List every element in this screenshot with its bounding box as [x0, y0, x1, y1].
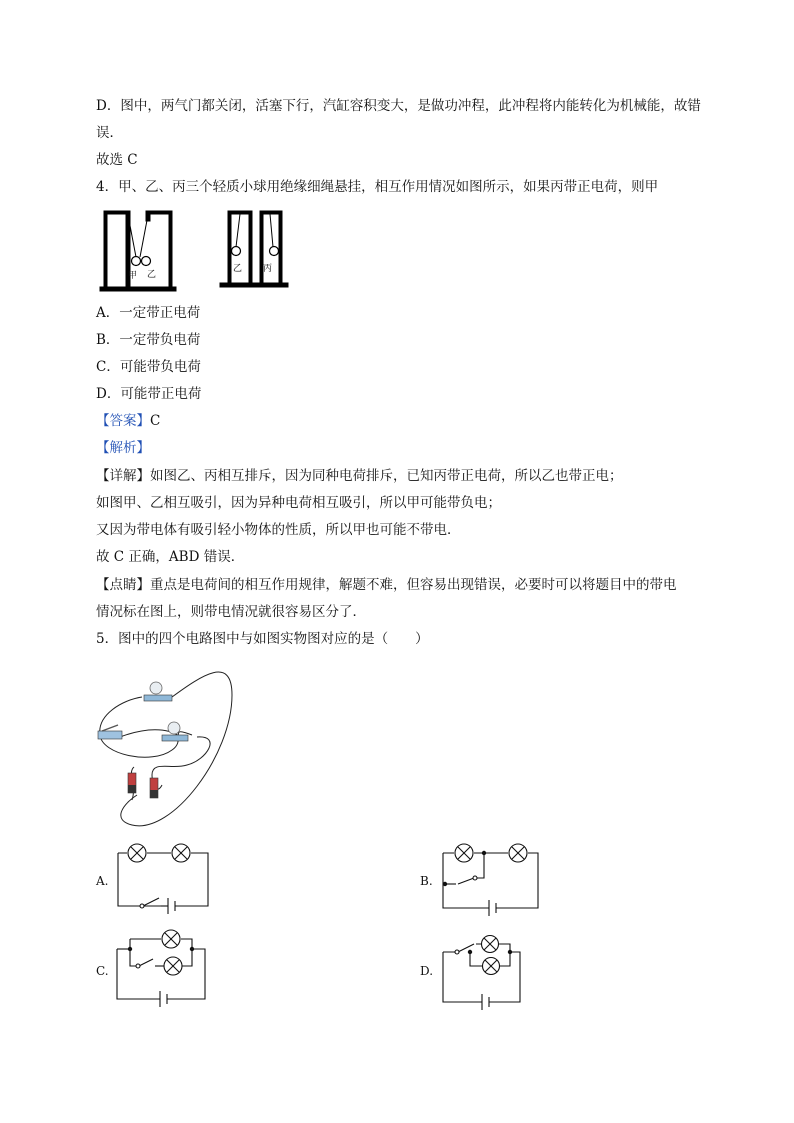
- physical-circuit-figure: [92, 655, 242, 835]
- comment-line-1: [96, 575, 677, 595]
- answer-tag: 【答案】: [96, 413, 150, 429]
- bulb-icon: [128, 844, 146, 862]
- circuit-d: [440, 928, 524, 1012]
- q5-option-b-label: B.: [420, 874, 433, 888]
- q4-option-b: B．一定带负电荷: [96, 332, 201, 348]
- label-bing: 丙: [263, 264, 273, 274]
- comment-text-1: 重点是电荷间的相互作用规律，解题不难，但容易出现错误，必要时可以将题目中的带电: [150, 577, 677, 593]
- detail-line-2: 如图甲、乙相互吸引，因为异种电荷相互吸引，所以甲可能带负电；: [96, 495, 501, 511]
- circuit-a: [115, 840, 211, 912]
- label-yi-left: 乙: [147, 270, 157, 280]
- detail-line-4: 故 C 正确，ABD 错误．: [96, 549, 245, 565]
- q3-option-d-line1: D．图中，两气门都关闭，活塞下行，汽缸容积变大，是做功冲程，此冲程将内能转化为机械能，故错: [96, 98, 701, 114]
- q4-option-c: C．可能带负电荷: [96, 359, 201, 375]
- q5-option-d-label: D.: [420, 964, 434, 978]
- q4-pendulum-figure: [100, 205, 300, 300]
- q4-option-d: D．可能带正电荷: [96, 386, 202, 402]
- q5-option-c-label: C.: [96, 964, 109, 978]
- detail-tag: 【详解】: [96, 468, 150, 484]
- detail-line-1: [96, 466, 623, 486]
- label-jia: 甲: [128, 271, 138, 281]
- bulb-icon: [172, 844, 190, 862]
- analysis-tag: 【解析】: [96, 440, 150, 456]
- label-yi-right: 乙: [233, 264, 243, 274]
- q4-stem: 4．甲、乙、丙三个轻质小球用绝缘细绳悬挂，相互作用情况如图所示，如果丙带正电荷，则甲: [96, 179, 659, 195]
- circuit-c: [115, 925, 210, 1017]
- comment-line-2: 情况标在图上，则带电情况就很容易区分了．: [96, 604, 366, 620]
- q3-select: 故选 C: [96, 152, 138, 168]
- answer-value: C: [150, 413, 161, 429]
- q5-option-a-label: A.: [96, 874, 109, 888]
- detail-text-1: 如图乙、丙相互排斥，因为同种电荷排斥，已知丙带正电荷，所以乙也带正电；: [150, 468, 623, 484]
- comment-tag: 【点睛】: [96, 577, 150, 593]
- q4-answer: [96, 411, 160, 431]
- q4-option-a: A．一定带正电荷: [96, 305, 201, 321]
- detail-line-3: 又因为带电体有吸引轻小物体的性质，所以甲也可能不带电．: [96, 522, 461, 538]
- circuit-b: [440, 840, 542, 918]
- q5-stem: 5．图中的四个电路图中与如图实物图对应的是（ ）: [96, 631, 429, 647]
- q3-option-d-line2: 误．: [96, 125, 123, 141]
